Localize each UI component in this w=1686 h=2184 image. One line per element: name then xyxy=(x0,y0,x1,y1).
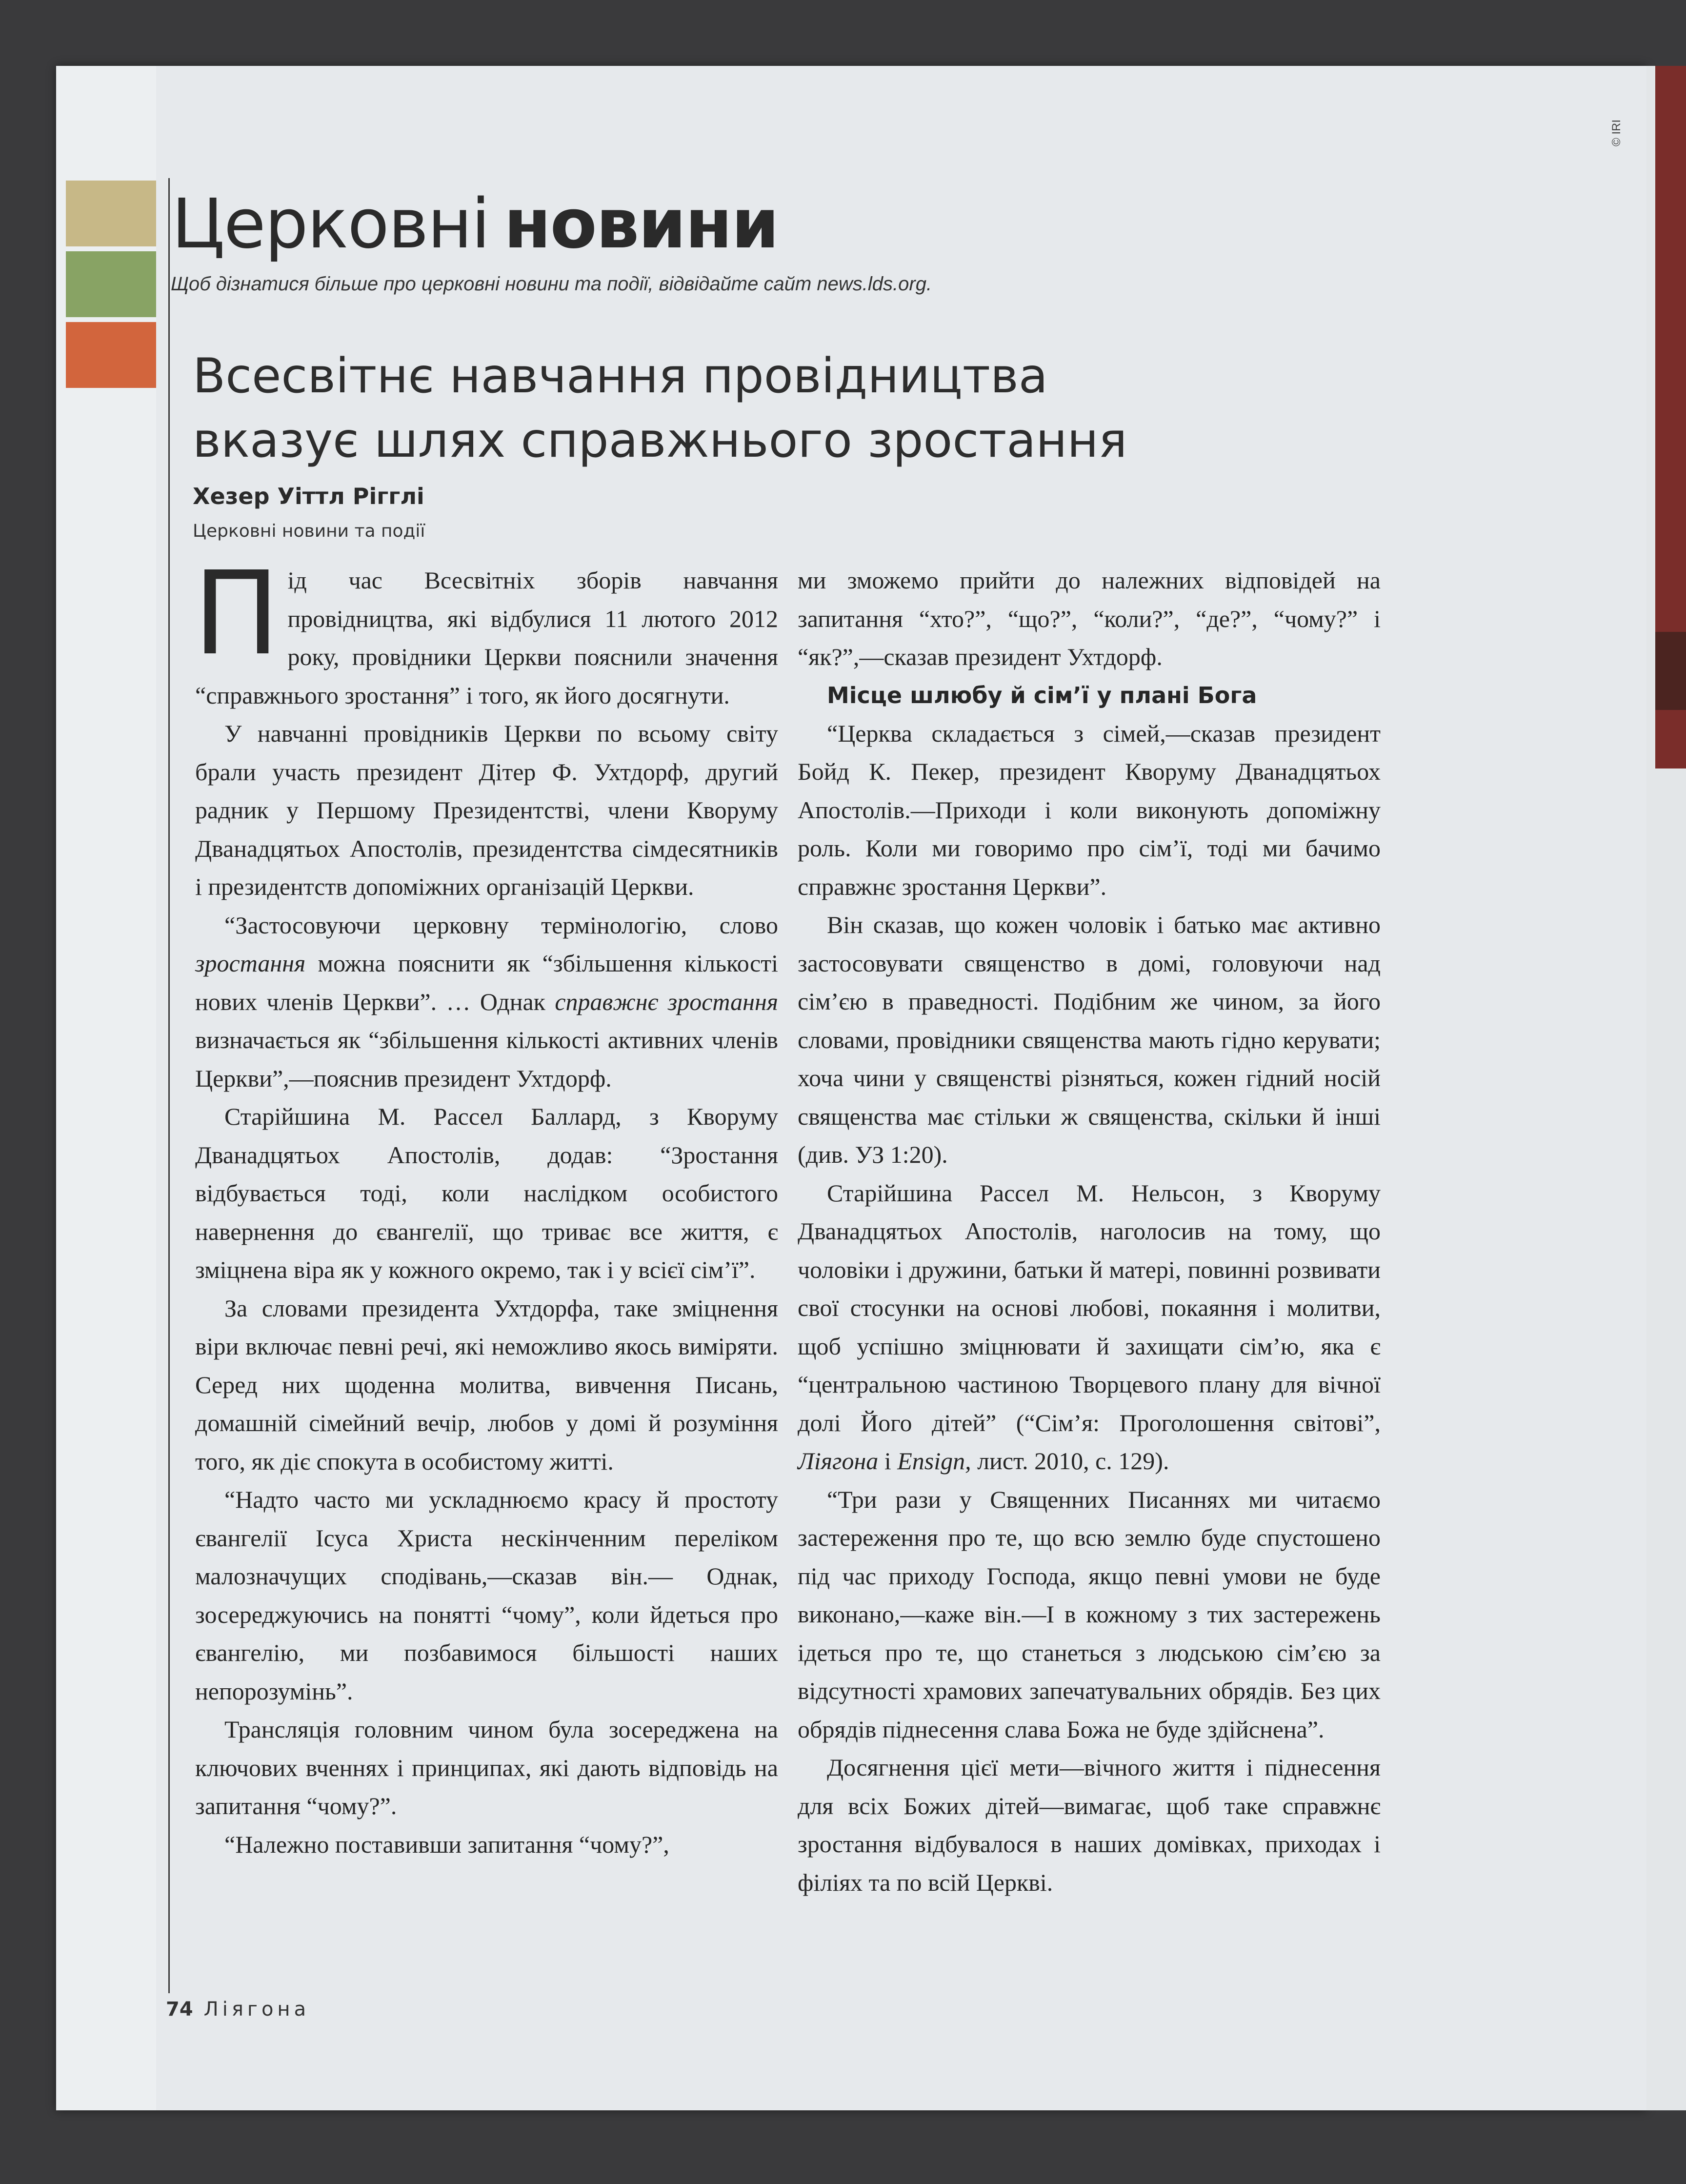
article-subheading: Місце шлюбу й сім’ї у плані Бога xyxy=(827,682,1257,708)
photo-credit: © IRI xyxy=(1610,119,1623,146)
paragraph: Старійшина М. Рассел Баллард, з Кворуму Дванадцятьох Апостолів, додав: “Зростання відбувається тоді, коли наслідком особистого навернення до євангелії, що триває все життя, є зміцнена віра як у кожного окремо, так і у всієї сім’ї”. xyxy=(195,1103,778,1283)
color-square-green xyxy=(66,251,156,317)
section-title-light: Церковні xyxy=(172,184,489,264)
headline-line-2: вказує шлях справжнього зростання xyxy=(193,413,1127,468)
paragraph: За словами президента Ухтдорфа, таке зміцнення віри включає певні речі, які неможливо якось виміряти. Серед них щоденна молитва, вивчення Писань, домашній сімейний вечір, любов у домі й розуміння того, як діє спокута в особистому житті. xyxy=(195,1294,778,1475)
emphasis: Ліягона xyxy=(798,1447,879,1475)
section-subtitle: Щоб дізнатися більше про церковні новини та події, відвідайте сайт news.lds.org. xyxy=(171,273,932,295)
emphasis: справжнє зростання xyxy=(555,988,778,1015)
paragraph-text: і xyxy=(878,1447,898,1475)
paragraph xyxy=(798,1174,1381,1480)
paragraph: У навчанні провідників Церкви по всьому світу брали участь президент Дітер Ф. Ухтдорф, другий радник у Першому Президентстві, члени Кворуму Дванадцятьох Апостолів, президентства сімдесятників і президентств допоміжних організацій Церкви. xyxy=(195,720,778,900)
section-title-bold: новини xyxy=(503,184,779,264)
article-author: Хезер Уіттл Рігглі xyxy=(193,483,424,509)
paragraph-text: Старійшина Рассел М. Нельсон, з Кворуму Дванадцятьох Апостолів, наголосив на тому, що чоловіки і дружини, батьки й матері, повинні розвивати свої стосунки на основі любові, покаяння і молитви, щоб успішно зміцнювати й захищати сім’ю, яка є “центральною частиною Творцевого плану для вічної долі Його дітей” (“Сім’я: Проголошення світові”, xyxy=(798,1179,1381,1436)
section-title xyxy=(172,183,778,266)
paragraph: “Належно поставивши запитання “чому?”, xyxy=(224,1830,669,1858)
page-number: 74 xyxy=(166,1998,193,2021)
paragraph: Трансляція головним чином була зосереджена на ключових вченнях і принципах, які дають відповідь на запитання “чому?”. xyxy=(195,1716,778,1820)
section-rule xyxy=(168,178,170,1993)
paragraph: “Надто часто ми ускладнюємо красу й простоту євангелії Ісуса Христа нескінченним переліком малозначущих сподівань,—сказав він.— Однак, зосереджуючись на понятті “чому”, коли йдеться про євангелію, ми позбавимося більшості наших непорозумінь”. xyxy=(195,1486,778,1705)
paragraph: Він сказав, що кожен чоловік і батько має активно застосовувати священство в домі, головуючи над сім’єю в праведності. Подібним же чином, за його словами, провідники священства мають гідно керувати; хоча чини у священстві різняться, кожен гідний носій священства має стільки ж священства, скільки й інші (див. УЗ 1:20). xyxy=(798,911,1381,1168)
paragraph xyxy=(193,546,778,714)
paragraph: ми зможемо прийти до належних відповідей на запитання “хто?”, “що?”, “коли?”, “де?”, “чому?” і “як?”,—сказав президент Ухтдорф. xyxy=(798,566,1381,670)
paragraph-text: можна пояснити як “збільшення кількості нових членів Церкви”. … Однак xyxy=(195,950,778,1015)
article-column-right xyxy=(798,561,1381,1901)
drop-cap: П xyxy=(193,546,280,681)
magazine-name: Ліягона xyxy=(203,1998,310,2021)
facing-page-photo-detail xyxy=(1655,632,1686,710)
page-footer xyxy=(166,1998,310,2021)
paragraph-text: лист. 2010, с. 129). xyxy=(971,1447,1169,1475)
headline-line-1: Всесвітнє навчання провідництва xyxy=(193,348,1048,404)
article-column-left xyxy=(193,546,778,1863)
paragraph-text: визначається як “збільшення кількості активних членів Церкви”,—пояснив президент Ухтдорф. xyxy=(195,1026,778,1092)
emphasis: зростання xyxy=(195,950,306,977)
article-headline xyxy=(193,344,1127,473)
paragraph-text: ід час Всесвітніх зборів навчання провідництва, які відбулися 11 лютого 2012 року, провідники Церкви пояснили значення “справжнього зростання” і того, як його досягнути. xyxy=(195,566,778,709)
facing-page-edge xyxy=(1646,66,1686,2110)
color-square-tan xyxy=(66,181,156,246)
paragraph xyxy=(195,906,778,1098)
paragraph: “Три рази у Священних Писаннях ми читаємо застереження про те, що всю землю буде спустошено під час приходу Господа, якщо певні умови не буде виконано,—каже він.—І в кожному з тих застережень ідеться про те, що станеться з людською сім’єю за відсутності храмових запечатувальних обрядів. Без цих обрядів піднесення слава Божа не буде здійснена”. xyxy=(798,1485,1381,1743)
article-department: Церковні новини та події xyxy=(193,521,425,541)
paragraph: Досягнення цієї мети—вічного життя і піднесення для всіх Божих дітей—вимагає, щоб таке справжнє зростання відбувалося в наших домівках, приходах і філіях та по всій Церкві. xyxy=(798,1754,1381,1896)
paragraph-text: “Застосовуючи церковну термінологію, слово xyxy=(224,911,778,939)
paragraph: “Церква складається з сімей,—сказав президент Бойд К. Пекер, президент Кворуму Дванадцятьох Апостолів.—Приходи і коли виконують допоміжну роль. Коли ми говоримо про сім’ї, тоді ми бачимо справжнє зростання Церкви”. xyxy=(798,719,1381,900)
emphasis: Ensign, xyxy=(897,1447,971,1475)
color-square-orange xyxy=(66,322,156,388)
